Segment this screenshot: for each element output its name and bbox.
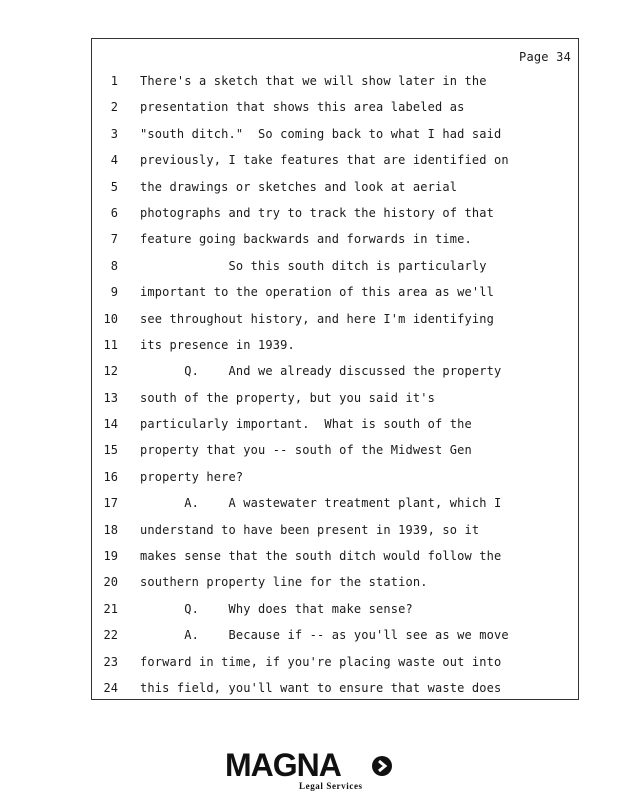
line-number: 14	[103, 417, 118, 432]
line-number: 19	[103, 549, 118, 564]
line-number: 18	[103, 522, 118, 537]
line-text: A. A wastewater treatment plant, which I	[140, 496, 502, 511]
line-number: 5	[110, 179, 118, 194]
line-number: 24	[103, 680, 118, 695]
line-text: property that you -- south of the Midwest Gen	[140, 443, 472, 458]
line-number: 3	[110, 126, 118, 141]
line-number: 17	[103, 496, 118, 511]
line-number: 11	[103, 337, 118, 352]
line-number: 16	[103, 469, 118, 484]
transcript-line	[92, 519, 578, 545]
line-text: Q. Why does that make sense?	[140, 601, 413, 616]
line-text: feature going backwards and forwards in time.	[140, 232, 472, 247]
line-number: 2	[110, 100, 118, 115]
line-text: previously, I take features that are identified on	[140, 153, 509, 168]
line-text: the drawings or sketches and look at aerial	[140, 179, 458, 194]
transcript-line	[92, 281, 578, 307]
line-text: its presence in 1939.	[140, 337, 295, 352]
logo-wordmark: MAGNA	[225, 747, 341, 783]
line-text: south of the property, but you said it's	[140, 390, 435, 405]
line-number: 4	[110, 153, 118, 168]
line-text: So this south ditch is particularly	[140, 258, 487, 273]
line-number: 1	[110, 74, 118, 88]
transcript-line	[92, 70, 578, 96]
line-text: "south ditch." So coming back to what I had said	[140, 126, 502, 141]
transcript-line	[92, 387, 578, 413]
line-text: Q. And we already discussed the property	[140, 364, 502, 379]
transcript-line	[92, 308, 578, 334]
line-text: important to the operation of this area as we'll	[140, 285, 494, 300]
magna-logo	[225, 748, 400, 794]
transcript-line	[92, 545, 578, 571]
line-number: 7	[110, 232, 118, 247]
line-text: forward in time, if you're placing waste out into	[140, 654, 502, 669]
line-text: understand to have been present in 1939, so it	[140, 522, 480, 537]
transcript-line	[92, 466, 578, 492]
line-number: 23	[103, 654, 118, 669]
transcript-line	[92, 492, 578, 518]
transcript-page	[91, 38, 579, 700]
line-text: There's a sketch that we will show later in the	[140, 74, 487, 88]
line-text: presentation that shows this area labeled as	[140, 100, 465, 115]
transcript-line	[92, 571, 578, 597]
transcript-line	[92, 334, 578, 360]
page-number: Page 34	[519, 50, 571, 64]
line-number: 9	[110, 285, 118, 300]
logo-arrow-icon	[372, 756, 392, 776]
transcript-line	[92, 624, 578, 650]
transcript-line	[92, 255, 578, 281]
transcript-line	[92, 176, 578, 202]
line-text: this field, you'll want to ensure that waste does	[140, 680, 502, 695]
transcript-line	[92, 149, 578, 175]
line-number: 6	[110, 205, 118, 220]
line-number: 20	[103, 575, 118, 590]
line-text: A. Because if -- as you'll see as we move	[140, 628, 509, 643]
transcript-line	[92, 413, 578, 439]
transcript-line	[92, 123, 578, 149]
line-text: southern property line for the station.	[140, 575, 428, 590]
line-number: 8	[110, 258, 118, 273]
line-number: 10	[103, 311, 118, 326]
line-number: 15	[103, 443, 118, 458]
line-text: photographs and try to track the history of that	[140, 205, 494, 220]
transcript-line	[92, 202, 578, 228]
transcript-line	[92, 677, 578, 703]
transcript-line	[92, 228, 578, 254]
transcript-line	[92, 439, 578, 465]
line-text: makes sense that the south ditch would follow the	[140, 549, 502, 564]
transcript-line	[92, 96, 578, 122]
transcript-line	[92, 360, 578, 386]
line-number: 12	[103, 364, 118, 379]
line-number: 21	[103, 601, 118, 616]
line-number: 22	[103, 628, 118, 643]
line-text: see throughout history, and here I'm identifying	[140, 311, 494, 326]
line-text: property here?	[140, 469, 244, 484]
transcript-lines	[92, 70, 578, 703]
transcript-line	[92, 651, 578, 677]
line-text: particularly important. What is south of the	[140, 417, 472, 432]
logo-tagline: Legal Services	[299, 781, 363, 791]
transcript-line	[92, 598, 578, 624]
line-number: 13	[103, 390, 118, 405]
